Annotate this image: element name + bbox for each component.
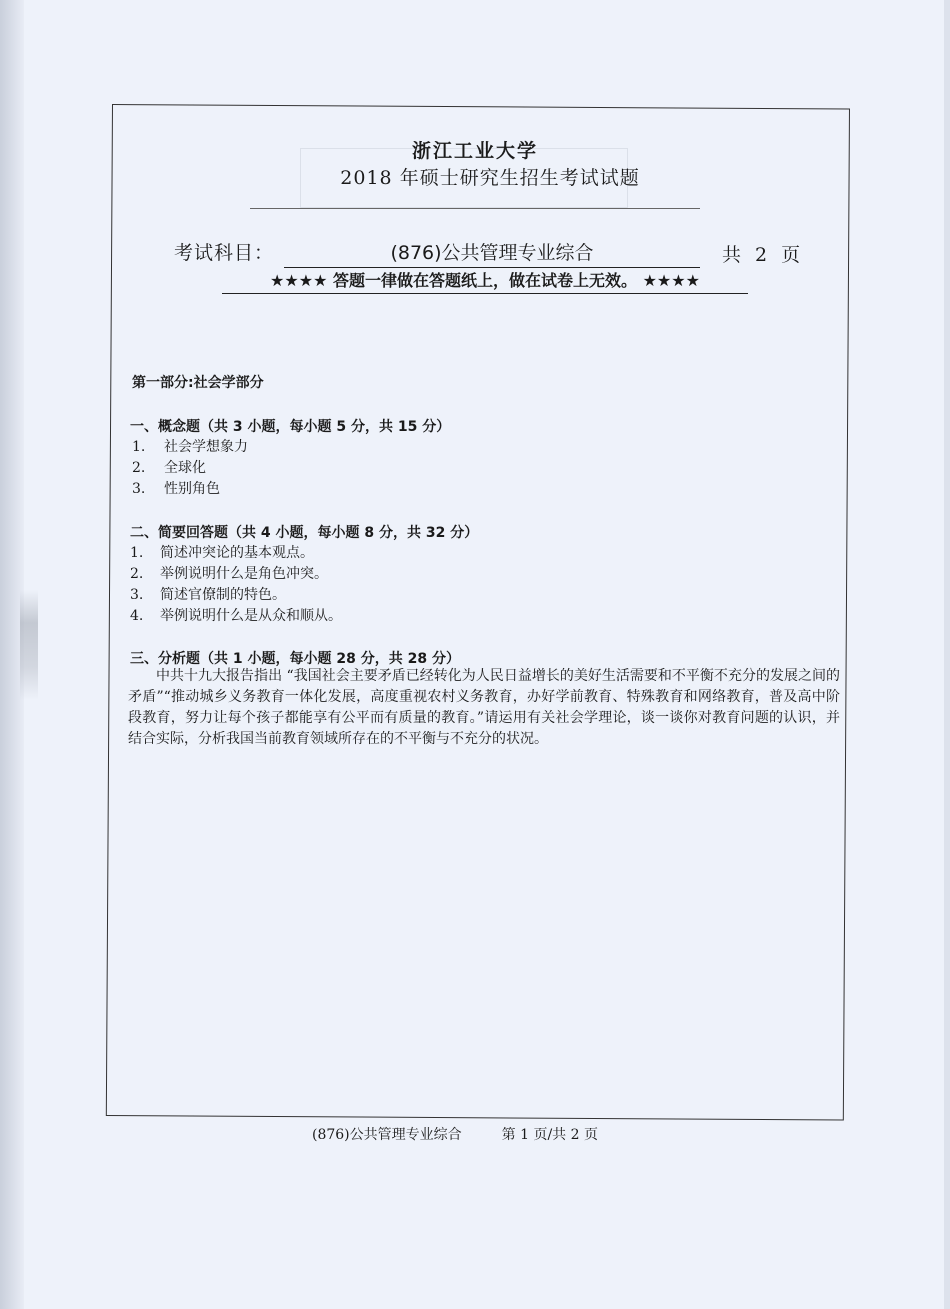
subject-value: (876)公共管理专业综合	[284, 238, 700, 268]
title-divider	[250, 208, 700, 209]
section-heading-short-answer: 二、简要回答题（共 4 小题，每小题 8 分，共 32 分）	[130, 525, 479, 541]
item-text: 简述冲突论的基本观点。	[160, 545, 314, 561]
scan-edge-right	[944, 0, 950, 1309]
section-heading-concepts: 一、概念题（共 3 小题，每小题 5 分，共 15 分）	[130, 419, 451, 435]
list-item	[130, 584, 286, 604]
list-item	[132, 436, 248, 456]
list-item	[130, 563, 328, 583]
list-item	[130, 542, 314, 562]
item-number: 1.	[132, 439, 146, 455]
item-number: 3.	[132, 481, 146, 497]
footer-page-number: 第 1 页/共 2 页	[501, 1127, 598, 1143]
analysis-question-text: 中共十九大报告指出 “我国社会主要矛盾已经转化为人民日益增长的美好生活需要和不平衡不充分的发展之间的矛盾”“推动城乡义务教育一体化发展，高度重视农村义务教育，办好学前教育、特殊教育和网络教育，普及高中阶段教育，努力让每个孩子都能享有公平而有质量的教育。”请运用有关社会学理论，谈一谈你对教育问题的认识，并结合实际，分析我国当前教育领域所存在的不平衡与不充分的状况。	[128, 668, 840, 747]
item-text: 性别角色	[164, 481, 220, 497]
item-text: 社会学想象力	[164, 439, 248, 455]
item-text: 全球化	[164, 460, 206, 476]
item-number: 2.	[130, 566, 144, 582]
part-title: 第一部分:社会学部分	[132, 375, 264, 391]
item-text: 简述官僚制的特色。	[160, 587, 286, 603]
list-item	[130, 605, 342, 625]
item-number: 3.	[130, 587, 144, 603]
subject-label: 考试科目：	[174, 242, 275, 264]
page-count: 共 2 页	[722, 244, 805, 266]
item-number: 2.	[132, 460, 146, 476]
scan-smudge	[20, 590, 38, 700]
list-item	[132, 478, 220, 498]
item-number: 4.	[130, 608, 144, 624]
exam-title: 2018 年硕士研究生招生考试试题	[340, 167, 640, 189]
footer-subject: (876)公共管理专业综合	[312, 1127, 462, 1143]
answer-warning: ★★★★ 答题一律做在答题纸上，做在试卷上无效。 ★★★★	[222, 268, 748, 294]
section-heading-analysis: 三、分析题（共 1 小题，每小题 28 分，共 28 分）	[130, 651, 460, 667]
university-name: 浙江工业大学	[411, 140, 538, 162]
item-text: 举例说明什么是角色冲突。	[160, 566, 328, 582]
item-number: 1.	[130, 545, 144, 561]
page-footer	[312, 1124, 598, 1144]
item-text: 举例说明什么是从众和顺从。	[160, 608, 342, 624]
list-item	[132, 457, 206, 477]
